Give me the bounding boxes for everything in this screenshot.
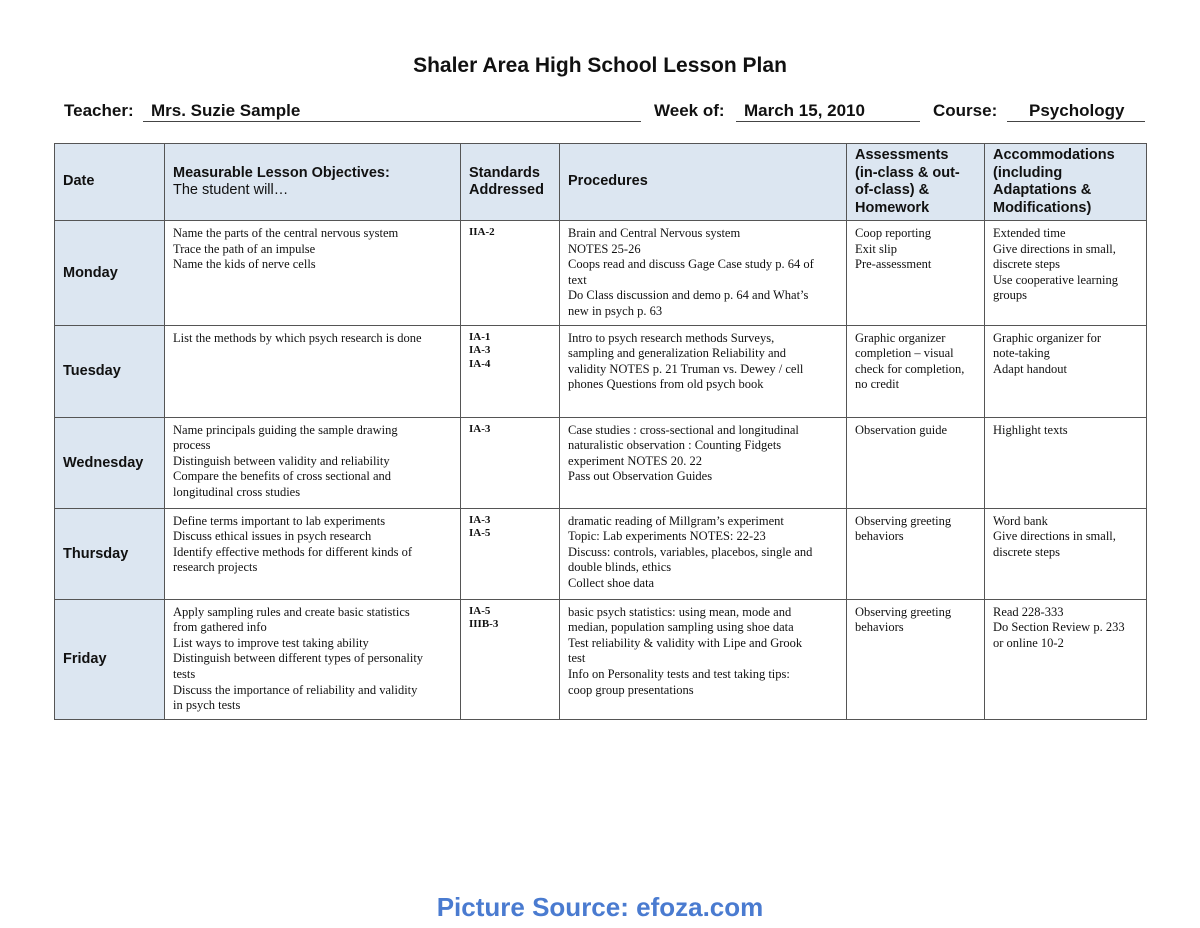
week-label: Week of:	[654, 101, 725, 120]
accommodations-cell	[985, 325, 1147, 417]
header-standards: Standards Addressed	[461, 144, 560, 221]
standards-cell	[461, 325, 560, 417]
cell-line: List the methods by which psych research is done	[173, 330, 422, 345]
cell-line: Do Class discussion and demo p. 64 and What’s	[568, 288, 809, 303]
cell-line: behaviors	[855, 620, 904, 635]
day-cell: Friday	[55, 599, 165, 719]
cell-line: Test reliability & validity with Lipe and Grook	[568, 635, 803, 650]
day-cell: Tuesday	[55, 325, 165, 417]
cell-line: longitudinal cross studies	[173, 484, 301, 499]
cell-line: Brain and Central Nervous system	[568, 226, 741, 240]
objectives-cell	[165, 325, 461, 417]
cell-line: phones Questions from old psych book	[568, 377, 764, 392]
page-title: Shaler Area High School Lesson Plan	[413, 54, 787, 77]
cell-line: Compare the benefits of cross sectional and	[173, 469, 391, 484]
day-cell: Thursday	[55, 508, 165, 599]
cell-line: Graphic organizer	[855, 330, 946, 345]
standards-cell	[461, 221, 560, 326]
cell-line: IIA-2	[469, 226, 495, 238]
cell-line: test	[568, 651, 586, 666]
header-objectives: Measurable Lesson Objectives: The student will…	[165, 144, 461, 221]
cell-line: Exit slip	[855, 241, 898, 256]
course-value: Psychology	[1007, 98, 1145, 122]
cell-line: dramatic reading of Millgram’s experiment	[568, 513, 784, 528]
cell-line: IA-5	[469, 527, 491, 540]
cell-line: Word bank	[993, 513, 1048, 528]
procedures-cell	[560, 221, 847, 326]
cell-line: IA-4	[469, 357, 491, 370]
cell-line: Observing greeting	[855, 604, 952, 619]
cell-line: double blinds, ethics	[568, 560, 672, 575]
cell-line: IA-3	[469, 513, 491, 526]
cell-line: Collect shoe data	[568, 575, 655, 590]
cell-line: Pre-assessment	[855, 257, 932, 272]
cell-line: basic psych statistics: using mean, mode and	[568, 604, 792, 619]
cell-line: Give directions in small,	[993, 529, 1116, 544]
procedures-cell	[560, 508, 847, 599]
cell-line: IA-1	[469, 330, 491, 343]
cell-line: Give directions in small,	[993, 241, 1116, 256]
lesson-plan-table	[54, 143, 1147, 720]
cell-line: Identify effective methods for different kinds of	[173, 544, 413, 559]
cell-line: Pass out Observation Guides	[568, 469, 713, 484]
procedures-cell	[560, 599, 847, 719]
cell-line: Trace the path of an impulse	[173, 241, 316, 256]
cell-line: Coops read and discuss Gage Case study p. 64 of	[568, 257, 814, 272]
cell-line: no credit	[855, 377, 900, 392]
cell-line: Graphic organizer for	[993, 330, 1102, 345]
header-date: Date	[55, 144, 165, 221]
cell-line: Info on Personality tests and test taking tips:	[568, 666, 790, 681]
cell-line: IA-5	[469, 604, 491, 617]
course-label: Course:	[933, 101, 998, 120]
cell-line: Distinguish between different types of personality	[173, 651, 424, 666]
cell-line: text	[568, 272, 587, 287]
assessments-cell	[847, 508, 985, 599]
cell-line: Discuss ethical issues in psych research	[173, 529, 372, 544]
accommodations-cell	[985, 417, 1147, 508]
cell-line: Distinguish between validity and reliability	[173, 453, 390, 468]
teacher-label: Teacher:	[64, 101, 134, 120]
cell-line: completion – visual	[855, 346, 954, 361]
assessments-cell	[847, 599, 985, 719]
cell-line: sampling and generalization Reliability and	[568, 346, 786, 361]
day-cell: Wednesday	[55, 417, 165, 508]
cell-line: research projects	[173, 560, 258, 575]
table-row	[55, 417, 1147, 508]
cell-line: validity NOTES p. 21 Truman vs. Dewey / cell	[568, 361, 804, 376]
cell-line: Discuss the importance of reliability and validity	[173, 682, 418, 697]
cell-line: IA-3	[469, 422, 491, 435]
cell-line: Case studies : cross-sectional and longitudinal	[568, 422, 799, 437]
cell-line: Coop reporting	[855, 226, 932, 240]
cell-line: in psych tests	[173, 698, 241, 713]
cell-line: Define terms important to lab experiments	[173, 513, 386, 528]
cell-line: groups	[993, 288, 1028, 303]
cell-line: or online 10-2	[993, 635, 1064, 650]
cell-line: note-taking	[993, 346, 1050, 361]
assessments-cell	[847, 221, 985, 326]
cell-line: behaviors	[855, 529, 904, 544]
objectives-cell	[165, 599, 461, 719]
table-row	[55, 325, 1147, 417]
cell-line: Observation guide	[855, 422, 947, 437]
table-header-row	[55, 144, 1147, 221]
cell-line: tests	[173, 666, 196, 681]
cell-line: Adapt handout	[993, 361, 1067, 376]
cell-line: IIIB-3	[469, 618, 499, 631]
procedures-cell	[560, 417, 847, 508]
cell-line: Extended time	[993, 226, 1066, 240]
cell-line: Read 228-333	[993, 604, 1064, 619]
assessments-cell	[847, 325, 985, 417]
day-cell: Monday	[55, 221, 165, 326]
cell-line: median, population sampling using shoe data	[568, 620, 794, 635]
week-value: March 15, 2010	[736, 98, 920, 122]
objectives-cell	[165, 508, 461, 599]
cell-line: Observing greeting	[855, 513, 952, 528]
cell-line: discrete steps	[993, 257, 1060, 272]
cell-line: from gathered info	[173, 620, 267, 635]
standards-cell	[461, 599, 560, 719]
cell-line: process	[173, 438, 211, 453]
accommodations-cell	[985, 221, 1147, 326]
accommodations-cell	[985, 508, 1147, 599]
table-row	[55, 221, 1147, 326]
cell-line: Do Section Review p. 233	[993, 620, 1125, 635]
table-row	[55, 508, 1147, 599]
cell-line: Discuss: controls, variables, placebos, single and	[568, 544, 813, 559]
cell-line: Apply sampling rules and create basic statistics	[173, 604, 410, 619]
cell-line: Intro to psych research methods Surveys,	[568, 330, 775, 345]
cell-line: Highlight texts	[993, 422, 1068, 437]
cell-line: Use cooperative learning	[993, 272, 1118, 287]
cell-line: check for completion,	[855, 361, 965, 376]
cell-line: Name the parts of the central nervous system	[173, 226, 399, 240]
lesson-header	[0, 98, 1200, 126]
cell-line: Name the kids of nerve cells	[173, 257, 316, 272]
objectives-cell	[165, 417, 461, 508]
cell-line: experiment NOTES 20. 22	[568, 453, 703, 468]
header-accommodations: Accommodations (including Adaptations & Modifications)	[985, 144, 1147, 221]
standards-cell	[461, 417, 560, 508]
table-row	[55, 599, 1147, 719]
cell-line: discrete steps	[993, 544, 1060, 559]
header-assessments: Assessments (in-class & out- of-class) & Homework	[847, 144, 985, 221]
cell-line: coop group presentations	[568, 682, 694, 697]
cell-line: Topic: Lab experiments NOTES: 22-23	[568, 529, 766, 544]
cell-line: NOTES 25-26	[568, 241, 641, 256]
standards-cell	[461, 508, 560, 599]
objectives-cell	[165, 221, 461, 326]
accommodations-cell	[985, 599, 1147, 719]
cell-line: new in psych p. 63	[568, 303, 663, 318]
cell-line: naturalistic observation : Counting Fidgets	[568, 438, 782, 453]
cell-line: Name principals guiding the sample drawing	[173, 422, 398, 437]
teacher-value: Mrs. Suzie Sample	[143, 98, 641, 122]
cell-line: List ways to improve test taking ability	[173, 635, 369, 650]
header-procedures: Procedures	[560, 144, 847, 221]
assessments-cell	[847, 417, 985, 508]
procedures-cell	[560, 325, 847, 417]
picture-source-caption: Picture Source: efoza.com	[436, 892, 764, 922]
cell-line: IA-3	[469, 344, 491, 357]
